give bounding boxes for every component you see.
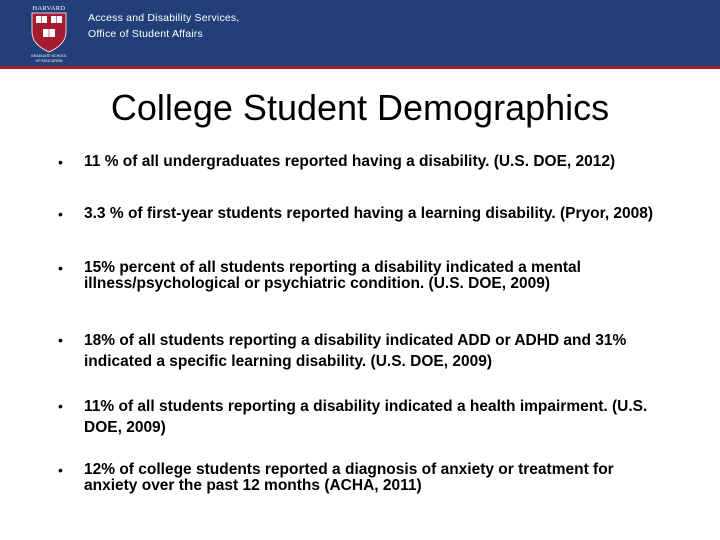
slide-title: College Student Demographics [110, 87, 610, 128]
bullet-item [58, 396, 658, 438]
department-line-1: Access and Disability Services, [88, 12, 240, 24]
bullet-dot: • [58, 462, 63, 478]
bullet-dot: • [58, 398, 63, 414]
department-name [88, 10, 240, 42]
logo-wordmark: HARVARD [32, 5, 66, 12]
harvard-shield-logo [24, 2, 74, 64]
bullet-item [58, 206, 658, 222]
bullet-text: 3.3 % of first-year students reported having a learning disability. (Pryor, 2008) [84, 205, 654, 222]
header-divider [0, 66, 720, 69]
bullet-text: 11% of all students reporting a disability indicated a health impairment. (U.S. DOE, 2009) [84, 398, 648, 436]
slide-header [0, 0, 720, 66]
bullet-dot: • [58, 206, 63, 222]
bullet-dot: • [58, 260, 63, 276]
bullet-text: 11 % of all undergraduates reported having a disability. (U.S. DOE, 2012) [84, 153, 616, 170]
bullet-dot: • [58, 332, 63, 348]
department-line-2: Office of Student Affairs [88, 28, 203, 40]
bullet-text: 18% of all students reporting a disability indicated ADD or ADHD and 31% indicated a specific learning disability. (U.S. DOE, 2009) [84, 332, 627, 370]
bullet-dot: • [58, 154, 63, 170]
bullet-text: 12% of college students reported a diagnosis of anxiety or treatment for anxiety over the past 12 months (ACHA, 2011) [84, 461, 614, 494]
logo-school-line-2: OF EDUCATION [35, 59, 63, 63]
logo-school-line-1: GRADUATE SCHOOL [31, 54, 67, 58]
bullet-text: 15% percent of all students reporting a disability indicated a mental illness/psychological or psychiatric condition. (U.S. DOE, 2009) [84, 259, 581, 292]
bullet-item [58, 260, 658, 292]
bullet-item [58, 462, 658, 494]
bullet-item [58, 330, 658, 372]
bullet-item [58, 154, 658, 170]
